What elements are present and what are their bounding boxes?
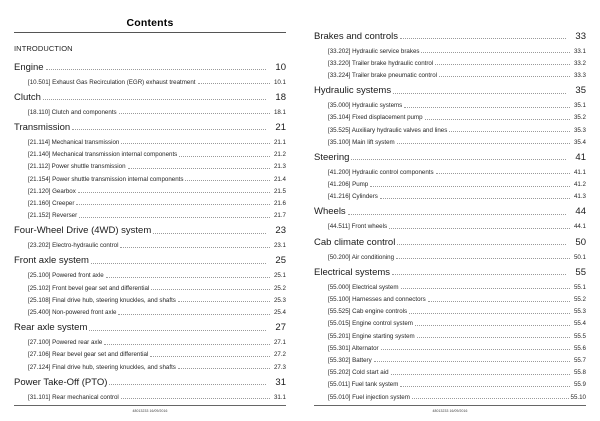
toc-entry[interactable] xyxy=(328,45,586,57)
toc-entry-label: Cab climate control xyxy=(314,236,396,248)
toc-dot-leader xyxy=(397,244,566,245)
toc-entry-label: [27.100] Powered rear axle xyxy=(28,339,103,347)
toc-entry[interactable] xyxy=(28,240,286,252)
toc-dot-leader xyxy=(401,288,571,289)
toc-dot-leader xyxy=(409,313,570,314)
toc-entry[interactable] xyxy=(28,197,286,209)
toc-entry-label: [41.216] Cylinders xyxy=(328,193,378,201)
toc-entry-label: [35.000] Hydraulic systems xyxy=(328,102,403,110)
toc-entry[interactable] xyxy=(328,379,586,391)
toc-entry[interactable] xyxy=(328,367,586,379)
toc-entry-page-number: 21 xyxy=(275,121,286,133)
toc-entry-page-number: 25.1 xyxy=(273,272,286,280)
toc-entry-label: Steering xyxy=(314,151,350,163)
toc-dot-leader xyxy=(178,368,270,369)
toc-entry-page-number: 55.7 xyxy=(573,356,586,364)
toc-entry-page-number: 21.4 xyxy=(273,175,286,183)
toc-entry-page-number: 35.3 xyxy=(573,126,586,134)
toc-entry-page-number: 21.2 xyxy=(273,151,286,159)
footer-divider xyxy=(14,405,286,406)
toc-entry-page-number: 41 xyxy=(575,151,586,163)
toc-entry[interactable] xyxy=(314,203,586,221)
toc-dot-leader xyxy=(421,52,570,53)
toc-dot-leader xyxy=(185,180,270,181)
toc-entry[interactable] xyxy=(14,88,286,106)
toc-dot-leader xyxy=(381,349,570,350)
toc-entry-label: [33.224] Trailer brake pneumatic control xyxy=(328,71,438,79)
toc-entry-page-number: 55.8 xyxy=(573,369,586,377)
toc-entry-label: [33.202] Hydraulic service brakes xyxy=(328,47,420,55)
footer-reference: 48013233 16/09/2016 xyxy=(132,409,168,413)
toc-entry[interactable] xyxy=(328,354,586,366)
toc-entry-page-number: 50.1 xyxy=(573,253,586,261)
toc-entry-label: [55.015] Engine control system xyxy=(328,320,413,328)
toc-entry-label: Clutch xyxy=(14,91,41,103)
toc-dot-leader xyxy=(104,344,270,345)
toc-dot-leader xyxy=(412,398,569,399)
toc-entry-label: [21.152] Reverser xyxy=(28,212,78,220)
footer-divider xyxy=(314,405,586,406)
toc-entry-page-number: 21.6 xyxy=(273,199,286,207)
toc-entry[interactable] xyxy=(328,221,586,233)
toc-entry[interactable] xyxy=(14,319,286,337)
toc-entry-label: [35.100] Main lift system xyxy=(328,138,395,146)
toc-dot-leader xyxy=(76,204,270,205)
toc-entry-page-number: 25.3 xyxy=(273,296,286,304)
toc-entry[interactable] xyxy=(28,306,286,318)
toc-entry-page-number: 41.3 xyxy=(573,193,586,201)
toc-entry[interactable] xyxy=(328,112,586,124)
section-heading-introduction: INTRODUCTION xyxy=(14,44,73,53)
toc-entry[interactable] xyxy=(314,233,586,251)
page-title: Contents xyxy=(126,17,174,29)
toc-entry-label: [41.200] Hydraulic control components xyxy=(328,168,434,176)
toc-entry-page-number: 41.1 xyxy=(573,168,586,176)
toc-dot-leader xyxy=(150,356,270,357)
toc-entry-label: [21.160] Creeper xyxy=(28,199,75,207)
toc-entry[interactable] xyxy=(314,263,586,281)
toc-entry-label: [25.100] Powered front axle xyxy=(28,272,104,280)
toc-entry-page-number: 55.1 xyxy=(573,283,586,291)
toc-entry-label: [21.140] Mechanical transmission internal components xyxy=(28,151,178,159)
toc-entry-page-number: 35 xyxy=(575,85,586,97)
toc-entry-label: [18.110] Clutch and components xyxy=(28,108,117,116)
toc-dot-leader xyxy=(392,274,566,275)
toc-dot-leader xyxy=(400,386,570,387)
toc-entry[interactable] xyxy=(328,191,586,203)
toc-entry-page-number: 33.1 xyxy=(573,47,586,55)
toc-entry-page-number: 44 xyxy=(575,206,586,218)
toc-entry-label: Transmission xyxy=(14,121,71,133)
toc-dot-leader xyxy=(425,119,570,120)
toc-dot-leader xyxy=(393,93,566,94)
toc-entry[interactable] xyxy=(28,210,286,222)
toc-entry[interactable] xyxy=(328,342,586,354)
toc-entry-label: [44.511] Front wheels xyxy=(328,223,388,231)
toc-dot-leader xyxy=(389,228,570,229)
toc-entry-page-number: 50 xyxy=(575,236,586,248)
toc-entry[interactable] xyxy=(14,252,286,270)
toc-entry[interactable] xyxy=(328,318,586,330)
toc-dot-leader xyxy=(72,129,266,130)
footer-reference: 48013233 16/09/2016 xyxy=(432,409,468,413)
toc-entry[interactable] xyxy=(28,349,286,361)
toc-entry-page-number: 27 xyxy=(275,322,286,334)
toc-entry[interactable] xyxy=(28,136,286,148)
toc-entry-label: Power Take-Off (PTO) xyxy=(14,376,108,388)
toc-dot-leader xyxy=(106,277,270,278)
toc-dot-leader xyxy=(415,325,570,326)
toc-dot-leader xyxy=(151,289,270,290)
title-divider xyxy=(14,32,286,33)
toc-dot-leader xyxy=(109,384,266,385)
toc-entry[interactable] xyxy=(328,293,586,305)
toc-dot-leader xyxy=(449,131,570,132)
toc-entry-page-number: 55.3 xyxy=(573,308,586,316)
toc-dot-leader xyxy=(153,233,266,234)
toc-entry[interactable] xyxy=(328,330,586,342)
toc-entry-page-number: 44.1 xyxy=(573,223,586,231)
toc-entry-label: [55.302] Battery xyxy=(328,356,372,364)
toc-dot-leader xyxy=(397,143,570,144)
toc-entry[interactable] xyxy=(14,222,286,240)
toc-entry-label: [25.102] Front bevel gear set and differential xyxy=(28,284,150,292)
toc-entry-label: [21.114] Mechanical transmission xyxy=(28,138,120,146)
toc-dot-leader xyxy=(78,192,270,193)
toc-dot-leader xyxy=(380,198,570,199)
toc-entry[interactable] xyxy=(328,281,586,293)
toc-dot-leader xyxy=(439,76,570,77)
toc-entry[interactable] xyxy=(28,76,286,88)
toc-list-left xyxy=(14,58,286,403)
toc-entry-label: [55.100] Harnesses and connectors xyxy=(328,296,426,304)
toc-entry-page-number: 33.3 xyxy=(573,71,586,79)
toc-dot-leader xyxy=(118,314,270,315)
toc-entry-page-number: 31.1 xyxy=(273,393,286,401)
toc-entry-label: [23.202] Electro-hydraulic control xyxy=(28,242,119,250)
toc-entry[interactable] xyxy=(28,337,286,349)
toc-dot-leader xyxy=(128,168,270,169)
toc-entry[interactable] xyxy=(314,148,586,166)
toc-entry-label: Wheels xyxy=(314,206,346,218)
toc-dot-leader xyxy=(46,69,266,70)
toc-entry-label: Four-Wheel Drive (4WD) system xyxy=(14,225,152,237)
toc-dot-leader xyxy=(120,247,270,248)
toc-entry[interactable] xyxy=(328,69,586,81)
toc-entry-label: [35.104] Fixed displacement pump xyxy=(328,114,423,122)
toc-entry-page-number: 27.3 xyxy=(273,363,286,371)
toc-entry[interactable] xyxy=(328,391,586,403)
toc-dot-leader xyxy=(435,64,570,65)
toc-entry-label: [21.112] Power shuttle transmission xyxy=(28,163,126,171)
toc-entry-label: [50.200] Air conditioning xyxy=(328,253,395,261)
toc-dot-leader xyxy=(374,361,570,362)
toc-dot-leader xyxy=(179,156,270,157)
toc-dot-leader xyxy=(198,83,271,84)
toc-entry-label: [35.525] Auxiliary hydraulic valves and lines xyxy=(328,126,448,134)
toc-entry[interactable] xyxy=(328,124,586,136)
toc-entry-page-number: 33.2 xyxy=(573,59,586,67)
toc-entry-page-number: 35.1 xyxy=(573,102,586,110)
toc-entry-page-number: 18.1 xyxy=(273,108,286,116)
toc-dot-leader xyxy=(91,263,266,264)
toc-dot-leader xyxy=(370,186,570,187)
toc-dot-leader xyxy=(391,374,570,375)
toc-entry[interactable] xyxy=(314,82,586,100)
toc-entry[interactable] xyxy=(328,166,586,178)
toc-entry-label: [55.010] Fuel injection system xyxy=(328,393,410,401)
toc-entry[interactable] xyxy=(328,251,586,263)
toc-entry-page-number: 10.1 xyxy=(273,78,286,86)
toc-list-right xyxy=(314,27,586,403)
toc-entry-label: [33.220] Trailer brake hydraulic control xyxy=(328,59,434,67)
toc-dot-leader xyxy=(417,337,570,338)
toc-entry[interactable] xyxy=(28,185,286,197)
toc-entry-label: [27.124] Final drive hub, steering knuckles, and shafts xyxy=(28,363,176,371)
page-footer-right xyxy=(314,405,586,413)
toc-dot-leader xyxy=(404,107,570,108)
toc-entry-page-number: 21.3 xyxy=(273,163,286,171)
toc-entry-label: Brakes and controls xyxy=(314,30,398,42)
toc-entry-page-number: 55.10 xyxy=(570,393,586,401)
toc-entry[interactable] xyxy=(314,27,586,45)
toc-entry[interactable] xyxy=(328,136,586,148)
toc-entry[interactable] xyxy=(28,161,286,173)
toc-dot-leader xyxy=(119,113,270,114)
toc-entry-page-number: 18 xyxy=(275,91,286,103)
toc-entry-page-number: 21.1 xyxy=(273,138,286,146)
toc-entry-page-number: 23.1 xyxy=(273,242,286,250)
toc-entry-label: [25.400] Non-powered front axle xyxy=(28,309,117,317)
toc-entry-page-number: 25 xyxy=(275,255,286,267)
toc-entry[interactable] xyxy=(28,149,286,161)
toc-entry-label: [31.101] Rear mechanical control xyxy=(28,393,119,401)
toc-entry-label: [55.202] Cold start aid xyxy=(328,369,389,377)
toc-entry-page-number: 55.2 xyxy=(573,296,586,304)
toc-entry[interactable] xyxy=(14,58,286,76)
toc-entry-label: [55.000] Electrical system xyxy=(328,283,399,291)
toc-dot-leader xyxy=(428,301,570,302)
toc-entry-label: Hydraulic systems xyxy=(314,85,392,97)
toc-entry-label: [27.106] Rear bevel gear set and differential xyxy=(28,351,149,359)
toc-entry[interactable] xyxy=(28,173,286,185)
toc-entry-label: Rear axle system xyxy=(14,322,88,334)
toc-entry-page-number: 55.6 xyxy=(573,344,586,352)
toc-entry-label: [21.154] Power shuttle transmission internal components xyxy=(28,175,184,183)
toc-entry-page-number: 55 xyxy=(575,266,586,278)
toc-entry[interactable] xyxy=(28,282,286,294)
toc-entry[interactable] xyxy=(328,57,586,69)
toc-dot-leader xyxy=(79,217,270,218)
toc-entry[interactable] xyxy=(28,361,286,373)
toc-entry[interactable] xyxy=(328,179,586,191)
toc-entry-label: [10.501] Exhaust Gas Recirculation (EGR) exhaust treatment xyxy=(28,78,196,86)
toc-entry-label: [55.011] Fuel tank system xyxy=(328,381,399,389)
toc-entry-page-number: 23 xyxy=(275,225,286,237)
toc-entry-page-number: 41.2 xyxy=(573,181,586,189)
toc-entry[interactable] xyxy=(28,391,286,403)
toc-entry-page-number: 55.4 xyxy=(573,320,586,328)
page-footer-left xyxy=(14,405,286,413)
toc-entry[interactable] xyxy=(328,100,586,112)
toc-entry[interactable] xyxy=(328,306,586,318)
toc-entry-page-number: 25.4 xyxy=(273,309,286,317)
toc-entry[interactable] xyxy=(28,294,286,306)
toc-dot-leader xyxy=(89,330,266,331)
toc-dot-leader xyxy=(351,159,566,160)
toc-entry-label: [21.120] Gearbox xyxy=(28,187,76,195)
toc-entry-page-number: 31 xyxy=(275,376,286,388)
toc-entry-label: Engine xyxy=(14,61,44,73)
toc-entry[interactable] xyxy=(28,270,286,282)
toc-entry-label: [55.301] Alternator xyxy=(328,344,379,352)
toc-dot-leader xyxy=(396,258,570,259)
toc-entry-label: [41.206] Pump xyxy=(328,181,369,189)
toc-entry[interactable] xyxy=(28,106,286,118)
toc-entry-label: [25.108] Final drive hub, steering knuckles, and shafts xyxy=(28,296,176,304)
toc-entry-label: Front axle system xyxy=(14,255,89,267)
toc-dot-leader xyxy=(121,398,270,399)
toc-entry-page-number: 21.5 xyxy=(273,187,286,195)
toc-dot-leader xyxy=(178,301,270,302)
toc-dot-leader xyxy=(400,38,566,39)
toc-entry-label: Electrical systems xyxy=(314,266,391,278)
toc-entry-page-number: 10 xyxy=(275,61,286,73)
toc-dot-leader xyxy=(436,173,570,174)
toc-entry-page-number: 21.7 xyxy=(273,212,286,220)
toc-entry-page-number: 27.2 xyxy=(273,351,286,359)
toc-entry-page-number: 55.9 xyxy=(573,381,586,389)
toc-entry-page-number: 35.2 xyxy=(573,114,586,122)
toc-entry-page-number: 27.1 xyxy=(273,339,286,347)
right-page xyxy=(300,0,600,421)
toc-entry[interactable] xyxy=(14,373,286,391)
toc-entry-page-number: 35.4 xyxy=(573,138,586,146)
toc-entry[interactable] xyxy=(14,118,286,136)
toc-dot-leader xyxy=(121,143,270,144)
toc-entry-page-number: 25.2 xyxy=(273,284,286,292)
toc-entry-page-number: 55.5 xyxy=(573,332,586,340)
toc-dot-leader xyxy=(43,99,266,100)
toc-dot-leader xyxy=(348,214,566,215)
toc-entry-label: [55.525] Cab engine controls xyxy=(328,308,408,316)
toc-entry-page-number: 33 xyxy=(575,30,586,42)
right-page-top-spacer xyxy=(314,0,586,27)
toc-entry-label: [55.201] Engine starting system xyxy=(328,332,415,340)
